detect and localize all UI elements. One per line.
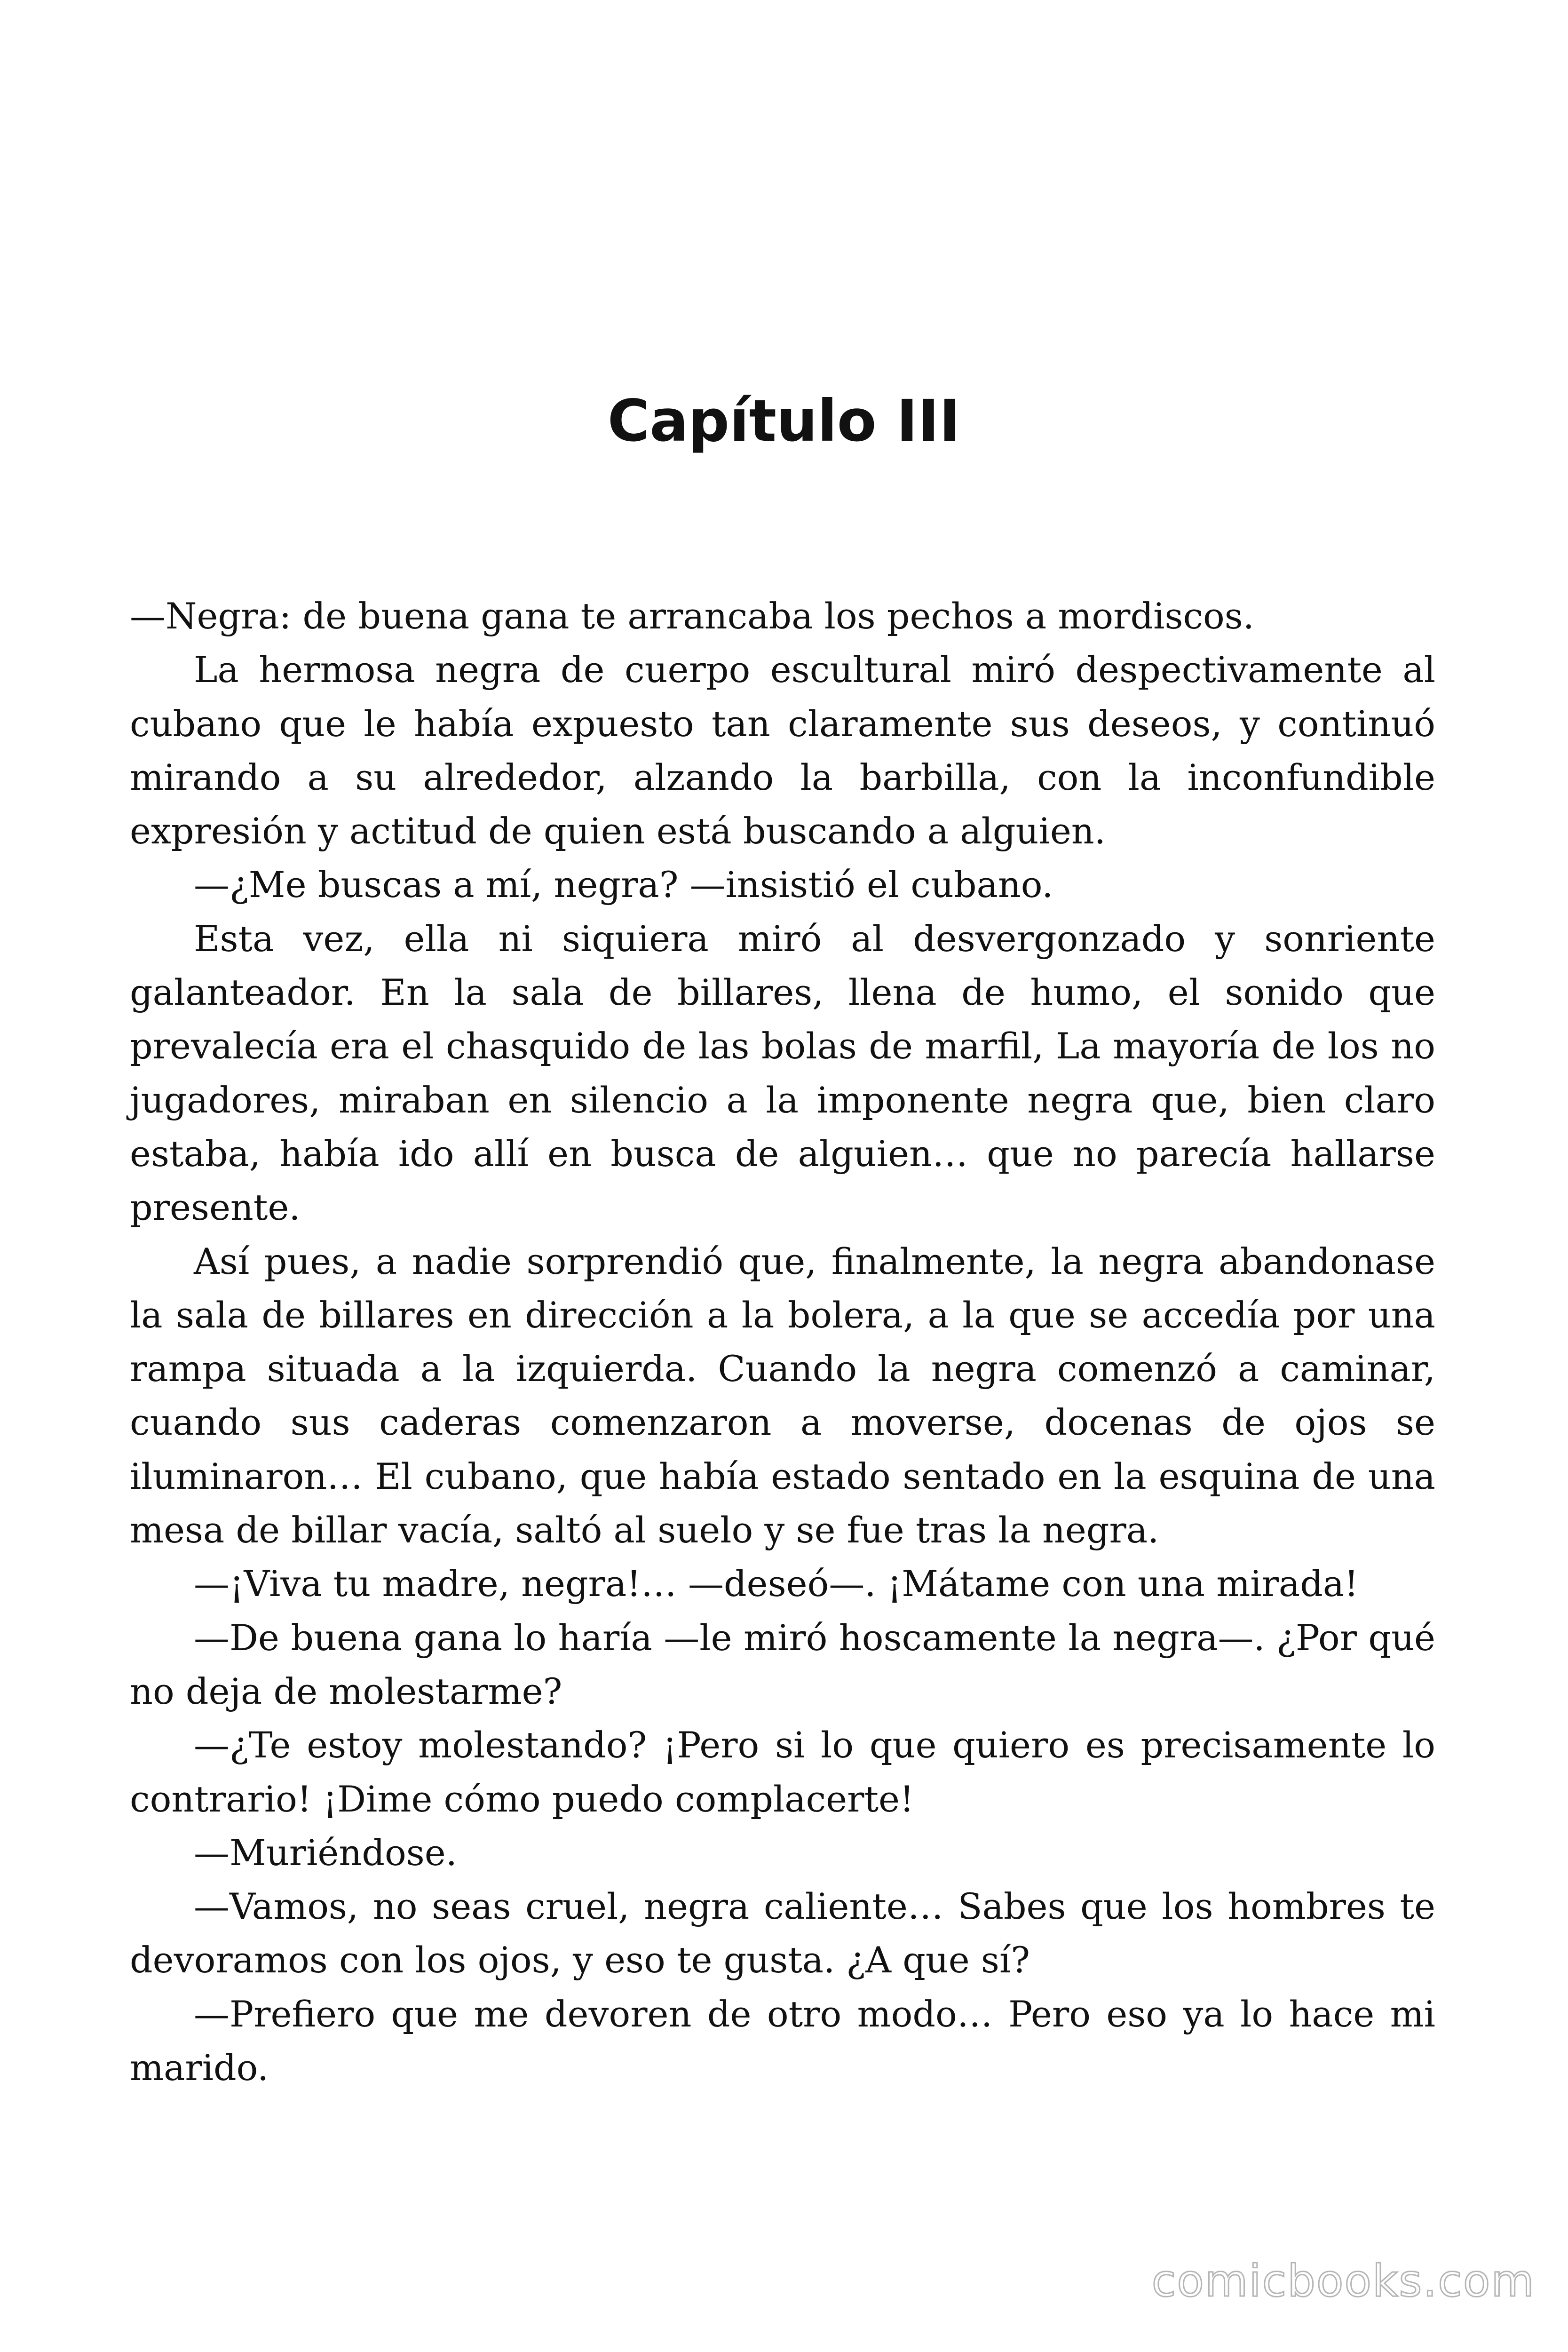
paragraph: Esta vez, ella ni siquiera miró al desvergonzado y sonriente galanteador. En la sala de billares, llena de humo, el sonido que prevalecía era el chasquido de las bolas de marfil, La mayoría de los no jugadores, miraban en silencio a la imponente negra que, bien claro estaba, había ido allí en busca de alguien… que no parecía hallarse presente. bbox=[130, 917, 1435, 1229]
watermark: comicbooks.com bbox=[1151, 2256, 1535, 2307]
paragraph: —Vamos, no seas cruel, negra caliente… Sabes que los hombres te devoramos con los ojos, y eso te gusta. ¿A que sí? bbox=[130, 1885, 1435, 1981]
paragraph: —Negra: de buena gana te arrancaba los pechos a mordiscos. bbox=[130, 595, 1254, 637]
paragraph: —¿Me buscas a mí, negra? —insistió el cubano. bbox=[194, 864, 1053, 906]
paragraph: Así pues, a nadie sorprendió que, finalmente, la negra abandonase la sala de billares en dirección a la bolera, a la que se accedía por una rampa situada a la izquierda. Cuando la negra comenzó a caminar, cuando sus caderas comenzaron a moverse, docenas de ojos se iluminaron… El cubano, que había estado sentado en la esquina de una mesa de billar vacía, saltó al suelo y se fue tras la negra. bbox=[130, 1240, 1435, 1551]
paragraph: —¡Viva tu madre, negra!… —deseó—. ¡Mátame con una mirada! bbox=[194, 1563, 1359, 1605]
paragraph: —Prefiero que me devoren de otro modo… Pero eso ya lo hace mi marido. bbox=[130, 1993, 1435, 2089]
chapter-title: Capítulo III bbox=[607, 388, 961, 454]
paragraph: La hermosa negra de cuerpo escultural miró despectivamente al cubano que le había expuesto tan claramente sus deseos, y continuó mirando a su alrededor, alzando la barbilla, con la inconfundible expresión y actitud de quien está buscando a alguien. bbox=[130, 649, 1435, 852]
chapter-body bbox=[130, 589, 1435, 2095]
paragraph: —¿Te estoy molestando? ¡Pero si lo que quiero es precisamente lo contrario! ¡Dime cómo puedo complacerte! bbox=[130, 1724, 1435, 1820]
paragraph: —De buena gana lo haría —le miró hoscamente la negra—. ¿Por qué no deja de molestarme? bbox=[130, 1616, 1435, 1712]
paragraph: —Muriéndose. bbox=[194, 1831, 457, 1874]
